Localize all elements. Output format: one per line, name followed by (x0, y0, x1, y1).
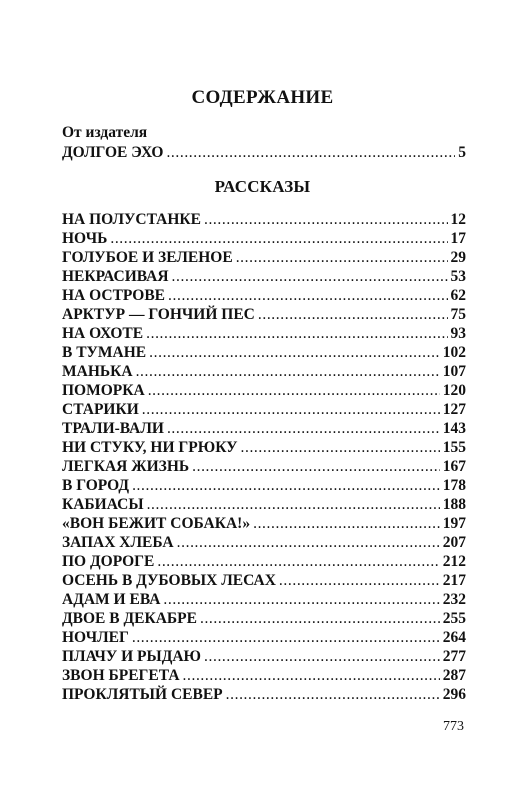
toc-entry (62, 229, 466, 249)
page-title: СОДЕРЖАНИЕ (191, 87, 334, 108)
toc-entry-title: ПЛАЧУ И РЫДАЮ (62, 648, 202, 665)
toc-entry (62, 324, 466, 344)
toc-entry (62, 267, 466, 287)
toc-entry-title: КАБИАСЫ (62, 496, 144, 513)
toc-entry-page: 143 (442, 420, 466, 437)
toc-entry (62, 457, 466, 477)
toc-entry-title: НА ОСТРОВЕ (62, 287, 166, 304)
dot-leader (147, 495, 440, 515)
toc-entry (62, 666, 466, 686)
toc-entry-intro (62, 143, 466, 163)
dot-leader (279, 571, 440, 591)
toc-entry-title: ТРАЛИ-ВАЛИ (62, 420, 164, 437)
toc-entry-page: 155 (442, 439, 466, 456)
toc-entry-page: 232 (442, 591, 466, 608)
dot-leader (166, 143, 455, 163)
toc-entry (62, 609, 466, 629)
dot-leader (204, 647, 440, 667)
toc-entry (62, 628, 466, 648)
toc-entry (62, 210, 466, 230)
dot-leader (236, 248, 448, 268)
section-heading: РАССКАЗЫ (214, 177, 311, 196)
dot-leader (142, 400, 440, 420)
toc-entry-page: 277 (442, 648, 466, 665)
toc-entry-title: ПРОКЛЯТЫЙ СЕВЕР (62, 686, 223, 703)
toc-entry (62, 400, 466, 420)
dot-leader (132, 628, 440, 648)
dot-leader (183, 666, 440, 686)
toc-entry (62, 305, 466, 325)
toc-entry (62, 343, 466, 363)
toc-entry-page: 53 (450, 268, 466, 285)
toc-entry-title: «ВОН БЕЖИТ СОБАКА!» (62, 515, 251, 532)
toc-entry (62, 685, 466, 705)
toc-entry-page: 178 (442, 477, 466, 494)
toc-entry-title: СТАРИКИ (62, 401, 139, 418)
dot-leader (253, 514, 440, 534)
page-number: 773 (443, 719, 464, 734)
toc-entry (62, 552, 466, 572)
toc-entry-page: 75 (450, 306, 466, 323)
toc-entry-title: АРКТУР — ГОНЧИЙ ПЕС (62, 306, 255, 323)
toc-entry-title: ЗВОН БРЕГЕТА (62, 667, 180, 684)
toc-entry-title: ЗАПАХ ХЛЕБА (62, 534, 174, 551)
toc-entry (62, 419, 466, 439)
toc-entry (62, 438, 466, 458)
dot-leader (163, 590, 439, 610)
dot-leader (226, 685, 440, 705)
toc-entry-page: 217 (442, 572, 466, 589)
toc-entry-page: 107 (442, 363, 466, 380)
dot-leader (168, 286, 447, 306)
toc-entry (62, 381, 466, 401)
toc-entry-page: 207 (442, 534, 466, 551)
toc-entry-title: НОЧЛЕГ (62, 629, 129, 646)
dot-leader (204, 210, 448, 230)
toc-entry-page: 264 (442, 629, 466, 646)
toc-entry-title: НОЧЬ (62, 230, 108, 247)
toc-entry-page: 29 (450, 249, 466, 266)
toc-entry-page: 17 (450, 230, 466, 247)
toc-entry-title: ЛЕГКАЯ ЖИЗНЬ (62, 458, 190, 475)
dot-leader (110, 229, 447, 249)
toc-entry-title: ДОЛГОЕ ЭХО (62, 144, 164, 161)
toc-entry-page: 102 (442, 344, 466, 361)
dot-leader (146, 324, 447, 344)
dot-leader (241, 438, 440, 458)
dot-leader (136, 362, 440, 382)
toc-entry-page: 296 (442, 686, 466, 703)
dot-leader (148, 381, 440, 401)
toc-entry-title: ОСЕНЬ В ДУБОВЫХ ЛЕСАХ (62, 572, 276, 589)
toc-entry-title: НА ОХОТЕ (62, 325, 144, 342)
dot-leader (177, 533, 440, 553)
toc-entry-title: В ТУМАНЕ (62, 344, 147, 361)
toc-entry (62, 514, 466, 534)
toc-entry (62, 476, 466, 496)
toc-entry-page: 5 (458, 144, 466, 161)
toc-entry (62, 362, 466, 382)
toc-entry-page: 255 (442, 610, 466, 627)
dot-leader (167, 419, 440, 439)
toc-entry-page: 62 (450, 287, 466, 304)
dot-leader (172, 267, 448, 287)
toc-entry-title: МАНЬКА (62, 363, 133, 380)
toc-entry-title: ПОМОРКА (62, 382, 145, 399)
toc-entry-title: В ГОРОД (62, 477, 130, 494)
toc-entry-title: НЕКРАСИВАЯ (62, 268, 169, 285)
toc-entry-page: 127 (442, 401, 466, 418)
toc-entry (62, 495, 466, 515)
toc-entry-title: ДВОЕ В ДЕКАБРЕ (62, 610, 197, 627)
toc-entry (62, 533, 466, 553)
dot-leader (157, 552, 439, 572)
toc-entry (62, 248, 466, 268)
dot-leader (132, 476, 440, 496)
toc-entry-title: НА ПОЛУСТАНКЕ (62, 211, 201, 228)
toc-entry (62, 571, 466, 591)
toc-entry-title: НИ СТУКУ, НИ ГРЮКУ (62, 439, 238, 456)
toc-entry (62, 286, 466, 306)
toc-entry-page: 287 (442, 667, 466, 684)
toc-entry-page: 167 (442, 458, 466, 475)
toc-entry-page: 197 (442, 515, 466, 532)
toc-entry-title: ПО ДОРОГЕ (62, 553, 155, 570)
toc-entry-title: АДАМ И ЕВА (62, 591, 161, 608)
toc-entry-page: 188 (442, 496, 466, 513)
toc-entry (62, 647, 466, 667)
toc-entry-page: 93 (450, 325, 466, 342)
dot-leader (200, 609, 440, 629)
toc-entry-page: 212 (442, 553, 466, 570)
dot-leader (192, 457, 440, 477)
dot-leader (149, 343, 440, 363)
toc-entry-title: ГОЛУБОЕ И ЗЕЛЕНОЕ (62, 249, 233, 266)
toc-entry-page: 12 (450, 211, 466, 228)
toc-entry-page: 120 (442, 382, 466, 399)
from-publisher-label: От издателя (62, 124, 148, 141)
dot-leader (258, 305, 448, 325)
toc-entry (62, 590, 466, 610)
